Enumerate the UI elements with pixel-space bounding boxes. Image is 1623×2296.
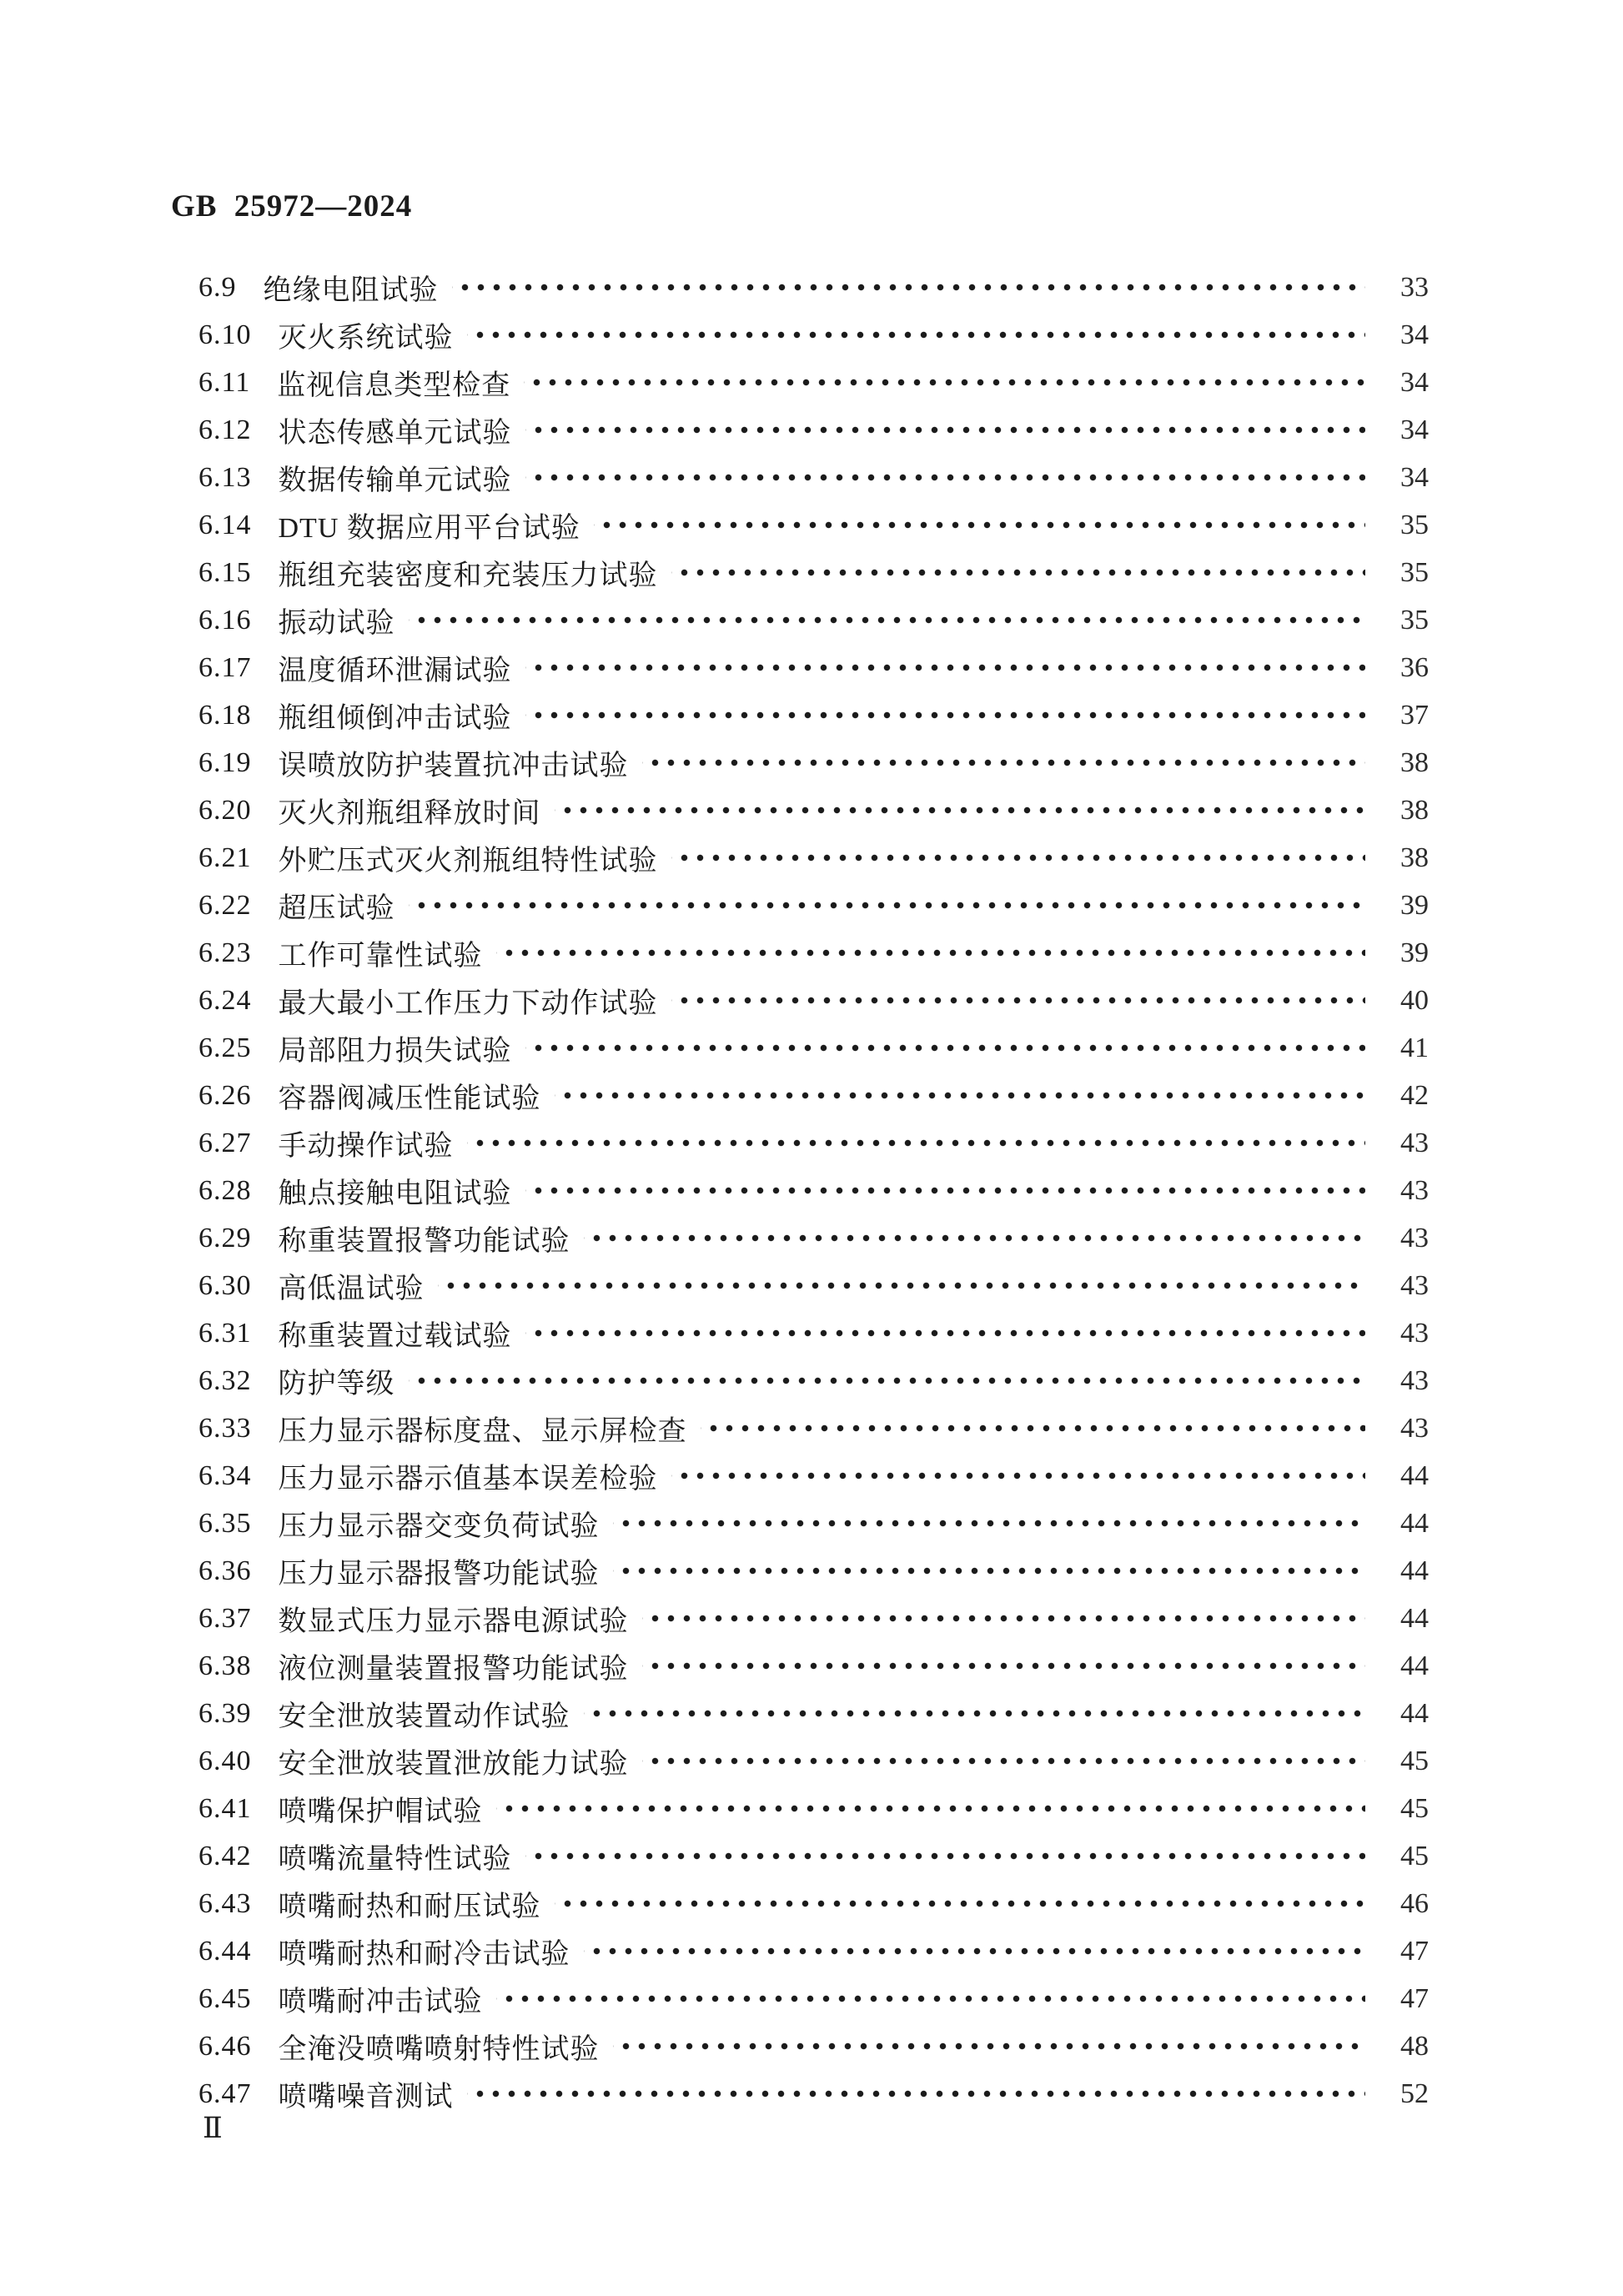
toc-entry	[198, 691, 1429, 739]
toc-dot-leader	[409, 596, 1366, 644]
toc-dot-leader	[584, 1690, 1366, 1737]
toc-entry	[198, 786, 1429, 834]
toc-entry-number: 6.46	[198, 2030, 252, 2062]
toc-entry	[198, 1785, 1429, 1832]
toc-entry-title: 压力显示器示值基本误差检验	[278, 1464, 658, 1495]
toc-entry	[198, 311, 1429, 359]
toc-entry-number: 6.31	[198, 1317, 252, 1349]
toc-entry	[198, 596, 1429, 644]
toc-dot-leader	[555, 786, 1366, 834]
toc-entry-title: 监视信息类型检查	[277, 370, 511, 401]
toc-dot-leader	[496, 1785, 1366, 1832]
toc-entry-page: 44	[1400, 1697, 1429, 1729]
toc-entry-title: 触点接触电阻试验	[278, 1178, 512, 1209]
toc-entry-number: 6.39	[198, 1697, 252, 1729]
toc-entry-number: 6.27	[198, 1127, 252, 1158]
toc-entry-page: 47	[1400, 1935, 1429, 1967]
toc-dot-leader	[525, 454, 1366, 501]
toc-entry-number: 6.41	[198, 1792, 252, 1824]
toc-entry	[198, 1927, 1429, 1975]
toc-entry-page: 52	[1400, 2077, 1429, 2109]
toc-entry-title: 压力显示器标度盘、显示屏检查	[278, 1416, 687, 1447]
toc-entry-title: 称重装置过载试验	[278, 1321, 512, 1352]
toc-entry-number: 6.23	[198, 937, 252, 968]
toc-dot-leader	[671, 834, 1366, 882]
toc-entry	[198, 1547, 1429, 1595]
toc-entry	[198, 1024, 1429, 1072]
toc-dot-leader	[555, 1880, 1366, 1927]
toc-entry-number: 6.16	[198, 604, 252, 636]
toc-entry-page: 43	[1400, 1222, 1429, 1254]
toc-entry-number: 6.44	[198, 1935, 252, 1967]
toc-entry-page: 43	[1400, 1317, 1429, 1349]
toc-entry	[198, 1642, 1429, 1690]
toc-entry-page: 35	[1400, 556, 1429, 588]
toc-entry-page: 43	[1400, 1269, 1429, 1301]
toc-entry	[198, 1690, 1429, 1737]
toc-entry-title: 超压试验	[278, 893, 395, 924]
toc-dot-leader	[594, 501, 1365, 549]
toc-entry-page: 43	[1400, 1412, 1429, 1444]
toc-entry-page: 37	[1400, 699, 1429, 731]
toc-entry-title: 局部阻力损失试验	[278, 1036, 512, 1067]
toc-entry-title: 安全泄放装置动作试验	[278, 1701, 570, 1732]
toc-entry-title: 喷嘴耐冲击试验	[278, 1987, 483, 2017]
toc-dot-leader	[467, 311, 1366, 359]
toc-entry-page: 48	[1400, 2030, 1429, 2062]
toc-entry	[198, 1880, 1429, 1927]
toc-entry-page: 43	[1400, 1127, 1429, 1158]
toc-entry	[198, 1119, 1429, 1167]
toc-entry-page: 42	[1400, 1079, 1429, 1111]
toc-dot-leader	[409, 882, 1366, 929]
toc-entry-page: 35	[1400, 604, 1429, 636]
toc-entry-title: 瓶组充装密度和充装压力试验	[278, 560, 658, 591]
toc-entry-title: 数据传输单元试验	[278, 465, 512, 496]
toc-entry-number: 6.32	[198, 1364, 252, 1396]
toc-dot-leader	[642, 739, 1366, 786]
toc-entry-title: 数显式压力显示器电源试验	[278, 1606, 629, 1637]
toc-entry-title: 防护等级	[278, 1369, 395, 1399]
toc-entry-page: 38	[1400, 842, 1429, 873]
toc-entry-number: 6.18	[198, 699, 252, 731]
toc-entry-title: 压力显示器报警功能试验	[278, 1559, 600, 1590]
toc-entry-number: 6.34	[198, 1459, 252, 1491]
toc-entry-title: 喷嘴耐热和耐压试验	[278, 1892, 541, 1922]
toc-dot-leader	[525, 1309, 1366, 1357]
toc-entry	[198, 1167, 1429, 1214]
toc-entry-number: 6.12	[198, 414, 252, 445]
toc-entry-page: 36	[1400, 651, 1429, 683]
toc-entry-page: 33	[1400, 271, 1429, 303]
toc-dot-leader	[525, 644, 1366, 691]
toc-entry-page: 44	[1400, 1650, 1429, 1681]
toc-entry-page: 38	[1400, 794, 1429, 826]
toc-dot-leader	[438, 1262, 1366, 1309]
toc-dot-leader	[671, 977, 1366, 1024]
toc-entry	[198, 1832, 1429, 1880]
toc-entry-title: 灭火系统试验	[278, 323, 454, 354]
toc-entry-title: 工作可靠性试验	[278, 941, 483, 972]
toc-entry	[198, 1500, 1429, 1547]
toc-entry-page: 45	[1400, 1792, 1429, 1824]
toc-dot-leader	[467, 2070, 1366, 2118]
toc-entry-page: 34	[1400, 414, 1429, 445]
toc-entry	[198, 644, 1429, 691]
toc-entry-title: 瓶组倾倒冲击试验	[278, 703, 512, 734]
toc-entry	[198, 2070, 1429, 2118]
toc-entry-number: 6.28	[198, 1174, 252, 1206]
toc-entry-title: DTU 数据应用平台试验	[278, 513, 580, 544]
toc-entry-number: 6.17	[198, 651, 252, 683]
toc-entry-number: 6.45	[198, 1982, 252, 2014]
toc-entry-page: 41	[1400, 1032, 1429, 1063]
toc-entry	[198, 1072, 1429, 1119]
toc-entry	[198, 406, 1429, 454]
toc-entry-page: 34	[1400, 461, 1429, 493]
toc-entry-number: 6.38	[198, 1650, 252, 1681]
toc-entry	[198, 929, 1429, 977]
toc-entry-number: 6.25	[198, 1032, 252, 1063]
toc-entry-number: 6.9	[198, 271, 237, 303]
toc-entry-page: 44	[1400, 1459, 1429, 1491]
toc-entry-title: 灭火剂瓶组释放时间	[278, 798, 541, 829]
toc-dot-leader	[671, 549, 1366, 596]
toc-entry-page: 47	[1400, 1982, 1429, 2014]
toc-entry-number: 6.35	[198, 1507, 252, 1539]
toc-entry	[198, 739, 1429, 786]
toc-dot-leader	[584, 1927, 1366, 1975]
toc-entry-number: 6.43	[198, 1887, 252, 1919]
toc-entry-number: 6.42	[198, 1840, 252, 1871]
toc-entry-title: 全淹没喷嘴喷射特性试验	[278, 2034, 600, 2065]
toc-dot-leader	[642, 1737, 1366, 1785]
toc-entry-number: 6.37	[198, 1602, 252, 1634]
toc-entry	[198, 1452, 1429, 1500]
toc-entry-page: 35	[1400, 509, 1429, 540]
toc-dot-leader	[525, 691, 1366, 739]
toc-dot-leader	[496, 929, 1366, 977]
toc-dot-leader	[642, 1595, 1366, 1642]
toc-entry	[198, 1595, 1429, 1642]
toc-entry-number: 6.47	[198, 2077, 252, 2109]
toc-entry-title: 外贮压式灭火剂瓶组特性试验	[278, 846, 658, 877]
toc-entry-title: 压力显示器交变负荷试验	[278, 1511, 600, 1542]
toc-entry-number: 6.26	[198, 1079, 252, 1111]
toc-entry-number: 6.24	[198, 984, 252, 1016]
toc-entry-title: 喷嘴耐热和耐冷击试验	[278, 1939, 570, 1970]
toc-entry-page: 39	[1400, 937, 1429, 968]
toc-entry-title: 最大最小工作压力下动作试验	[278, 988, 658, 1019]
toc-dot-leader	[467, 1119, 1366, 1167]
toc-dot-leader	[525, 1832, 1366, 1880]
toc-entry-page: 40	[1400, 984, 1429, 1016]
toc-entry-number: 6.40	[198, 1745, 252, 1776]
toc-entry-number: 6.30	[198, 1269, 252, 1301]
toc-dot-leader	[452, 264, 1366, 311]
toc-entry-title: 安全泄放装置泄放能力试验	[278, 1749, 629, 1780]
toc-dot-leader	[701, 1404, 1366, 1452]
toc-dot-leader	[496, 1975, 1366, 2022]
toc-entry	[198, 834, 1429, 882]
toc-entry	[198, 359, 1429, 406]
toc-entry-page: 43	[1400, 1364, 1429, 1396]
toc-entry-page: 44	[1400, 1555, 1429, 1586]
toc-entry-title: 误喷放防护装置抗冲击试验	[278, 751, 629, 781]
toc-entry-page: 44	[1400, 1507, 1429, 1539]
toc-dot-leader	[613, 1500, 1366, 1547]
toc-entry-page: 39	[1400, 889, 1429, 921]
toc-entry-page: 46	[1400, 1887, 1429, 1919]
toc-entry-number: 6.19	[198, 746, 252, 778]
toc-dot-leader	[525, 406, 1366, 454]
toc-dot-leader	[613, 2022, 1366, 2070]
toc-entry-number: 6.33	[198, 1412, 252, 1444]
toc-entry	[198, 1309, 1429, 1357]
toc-entry-number: 6.14	[198, 509, 252, 540]
toc-dot-leader	[524, 359, 1365, 406]
toc-entry	[198, 1404, 1429, 1452]
toc-entry-page: 34	[1400, 319, 1429, 350]
toc-entry	[198, 1357, 1429, 1404]
toc-entry-title: 手动操作试验	[278, 1131, 454, 1162]
toc-entry	[198, 501, 1429, 549]
toc-entry-number: 6.36	[198, 1555, 252, 1586]
toc-entry-title: 喷嘴流量特性试验	[278, 1844, 512, 1875]
toc-dot-leader	[642, 1642, 1366, 1690]
toc-entry-title: 高低温试验	[278, 1274, 425, 1304]
toc-entry	[198, 977, 1429, 1024]
toc-entry-page: 43	[1400, 1174, 1429, 1206]
toc-entry-page: 45	[1400, 1840, 1429, 1871]
toc-entry	[198, 1262, 1429, 1309]
toc-entry	[198, 882, 1429, 929]
toc-entry-number: 6.13	[198, 461, 252, 493]
toc-dot-leader	[671, 1452, 1366, 1500]
toc-entry-number: 6.15	[198, 556, 252, 588]
page-number-footer: Ⅱ	[203, 2112, 223, 2144]
toc-entry	[198, 454, 1429, 501]
toc-entry-title: 状态传感单元试验	[278, 418, 512, 449]
toc-entry	[198, 549, 1429, 596]
toc-entry	[198, 1737, 1429, 1785]
toc-dot-leader	[613, 1547, 1366, 1595]
toc-entry-title: 振动试验	[278, 608, 395, 639]
toc-entry-number: 6.29	[198, 1222, 252, 1254]
toc-entry-number: 6.21	[198, 842, 252, 873]
toc-dot-leader	[584, 1214, 1366, 1262]
toc-dot-leader	[409, 1357, 1366, 1404]
toc-entry	[198, 1975, 1429, 2022]
toc-dot-leader	[525, 1167, 1366, 1214]
toc-entry-page: 38	[1400, 746, 1429, 778]
toc-entry-title: 温度循环泄漏试验	[278, 656, 512, 686]
toc-entry-page: 44	[1400, 1602, 1429, 1634]
toc-entry-title: 容器阀减压性能试验	[278, 1083, 541, 1114]
toc-entry-page: 45	[1400, 1745, 1429, 1776]
toc-entry-number: 6.20	[198, 794, 252, 826]
toc-entry	[198, 1214, 1429, 1262]
standard-number-header: GB 25972—2024	[171, 189, 413, 224]
toc-entry-number: 6.10	[198, 319, 252, 350]
toc-entry	[198, 264, 1429, 311]
toc-entry-number: 6.11	[198, 366, 251, 398]
toc-entry-title: 绝缘电阻试验	[263, 275, 439, 306]
toc-list	[198, 264, 1429, 2118]
toc-entry-title: 称重装置报警功能试验	[278, 1226, 570, 1257]
toc-entry-title: 喷嘴保护帽试验	[278, 1796, 483, 1827]
toc-entry-number: 6.22	[198, 889, 252, 921]
toc-dot-leader	[525, 1024, 1366, 1072]
toc-entry-page: 34	[1400, 366, 1429, 398]
toc-entry-title: 喷嘴噪音测试	[278, 2082, 454, 2113]
toc-dot-leader	[555, 1072, 1366, 1119]
toc-entry-title: 液位测量装置报警功能试验	[278, 1654, 629, 1685]
toc-entry	[198, 2022, 1429, 2070]
